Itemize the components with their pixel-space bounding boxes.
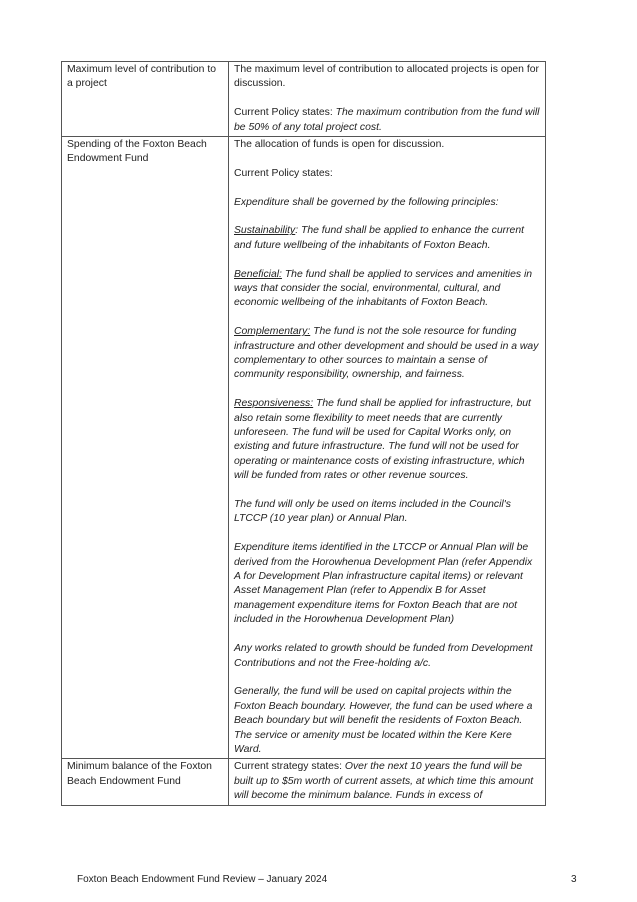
paragraph: Expenditure items identified in the LTCCP or Annual Plan will be derived from the Horowhenua Development Plan (refer Appendix A for Development Plan infrastructure capital items) or relevant Asset Management Plan (refer to Appendix B for Asset management expenditure items for Foxton Beach that are not included in the Horowhenua Development Plan) [234, 542, 533, 626]
principle-term: Sustainability [234, 225, 296, 237]
table-row [62, 137, 546, 759]
row-label: Spending of the Foxton Beach Endowment Fund [62, 137, 229, 759]
policy-quote: The maximum contribution from the fund will be 50% of any total project cost. [234, 107, 540, 133]
paragraph: Current Policy states: [234, 167, 333, 179]
table-row [62, 62, 546, 137]
principle-text: : The fund shall be applied to enhance the current and future wellbeing of the inhabitants of Foxton Beach. [234, 225, 524, 251]
row-content [229, 759, 546, 805]
text-prefix: Current strategy states: [234, 761, 345, 773]
row-label: Minimum balance of the Foxton Beach Endowment Fund [62, 759, 229, 805]
paragraph [234, 760, 540, 803]
page-number: 3 [571, 874, 577, 885]
row-content [229, 62, 546, 137]
row-content [229, 137, 546, 759]
paragraph: The maximum level of contribution to allocated projects is open for discussion. [234, 64, 539, 90]
principle-text: The fund shall be applied for infrastructure, but also retain some flexibility to meet needs that are currently unforeseen. The fund will be used for Capital Works only, on existing and future infrastructure. The fund will not be used for operating or maintenance costs of existing infrastructure, which will be funded from rates or other revenue sources. [234, 398, 531, 482]
principle-responsiveness [234, 397, 540, 483]
strategy-quote: Over the next 10 years the fund will be built up to $5m worth of current assets, at which time this amount will become the minimum balance. Funds in excess of [234, 761, 534, 802]
policy-table [61, 61, 546, 806]
principle-text: The fund shall be applied to services and amenities in ways that consider the social, environmental, cultural, and economic wellbeing of the inhabitants of Foxton Beach. [234, 268, 533, 309]
paragraph: Expenditure shall be governed by the following principles: [234, 196, 499, 208]
principle-sustainability [234, 224, 540, 253]
principle-term: Beneficial: [234, 268, 282, 280]
paragraph: Generally, the fund will be used on capital projects within the Foxton Beach boundary. However, the fund can be used where a Beach boundary but will benefit the residents of Foxton Beach. The service or amenity must be located within the Kere Kere Ward. [234, 686, 533, 755]
paragraph: Any works related to growth should be funded from Development Contributions and not the Free-holding a/c. [234, 643, 533, 669]
row-label: Maximum level of contribution to a project [62, 62, 229, 137]
text-prefix: Current Policy states: [234, 107, 336, 119]
page-footer: Foxton Beach Endowment Fund Review – January 2024 [77, 874, 328, 885]
principle-term: Responsiveness: [234, 398, 314, 410]
principle-term: Complementary: [234, 326, 311, 338]
principle-complementary [234, 325, 540, 383]
principle-text: The fund is not the sole resource for funding infrastructure and other development and should be used in a way complementary to other sources to maintain a sense of community responsibility, ownership, and fairness. [234, 326, 539, 381]
principle-beneficial [234, 268, 540, 311]
paragraph: The fund will only be used on items included in the Council's LTCCP (10 year plan) or Annual Plan. [234, 499, 511, 525]
paragraph [234, 106, 540, 135]
paragraph: The allocation of funds is open for discussion. [234, 139, 445, 151]
table-row [62, 759, 546, 805]
